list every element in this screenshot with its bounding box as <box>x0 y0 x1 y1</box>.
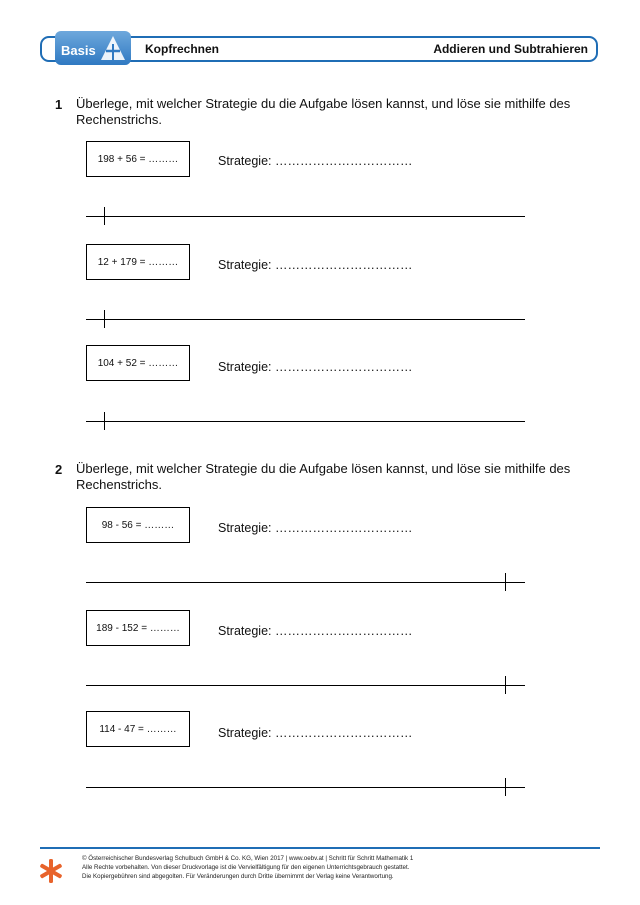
fees-line: Die Kopiergebühren sind abgegolten. Für Veränderungen durch Dritte übernimmt der Verlag keine Verantwortung. <box>82 872 394 880</box>
strategy-line: Strategie: …………………………… <box>218 360 413 374</box>
strategy-line: Strategie: …………………………… <box>218 521 413 535</box>
number-line <box>86 787 525 788</box>
question-text: Überlege, mit welcher Strategie du die Aufgabe lösen kannst, und löse sie mithilfe des Rechenstrichs. <box>76 96 571 127</box>
task-box: 98 - 56 = ……… <box>86 507 190 543</box>
level-badge <box>55 31 131 65</box>
question-text: Überlege, mit welcher Strategie du die Aufgabe lösen kannst, und löse sie mithilfe des Rechenstrichs. <box>76 461 571 492</box>
task-box: 189 - 152 = ……… <box>86 610 190 646</box>
number-line-tick <box>104 207 105 225</box>
number-line-tick <box>505 573 506 591</box>
oebv-star-icon <box>37 857 65 885</box>
copyright-notice <box>82 855 413 881</box>
number-line-tick <box>104 412 105 430</box>
number-line-tick <box>505 778 506 796</box>
task-box: 198 + 56 = ……… <box>86 141 190 177</box>
task-box: 104 + 52 = ……… <box>86 345 190 381</box>
question-number: 2 <box>55 462 63 477</box>
question-number: 1 <box>55 97 63 112</box>
footer-rule <box>40 847 600 849</box>
strategy-line: Strategie: …………………………… <box>218 624 413 638</box>
task-box: 12 + 179 = ……… <box>86 244 190 280</box>
number-line-tick <box>104 310 105 328</box>
copyright-line: © Österreichischer Bundesverlag Schulbuch GmbH & Co. KG, Wien 2017 | www.oebv.at | Schritt für Schritt Mathematik 1 <box>82 855 414 862</box>
pyramid-icon <box>99 34 127 62</box>
number-line-tick <box>505 676 506 694</box>
strategy-line: Strategie: …………………………… <box>218 726 413 740</box>
rights-line: Alle Rechte vorbehalten. Von dieser Druckvorlage ist die Vervielfältigung für den eigenen Unterrichtsgebrauch gestattet. <box>82 863 410 871</box>
strategy-line: Strategie: …………………………… <box>218 258 413 272</box>
strategy-line: Strategie: …………………………… <box>218 154 413 168</box>
number-line <box>86 685 525 686</box>
task-box: 114 - 47 = ……… <box>86 711 190 747</box>
level-badge-label: Basis <box>61 43 96 58</box>
number-line <box>86 216 525 217</box>
worksheet-topic: Addieren und Subtrahieren <box>433 42 588 56</box>
number-line <box>86 421 525 422</box>
number-line <box>86 582 525 583</box>
worksheet-title: Kopfrechnen <box>145 42 220 56</box>
number-line <box>86 319 525 320</box>
